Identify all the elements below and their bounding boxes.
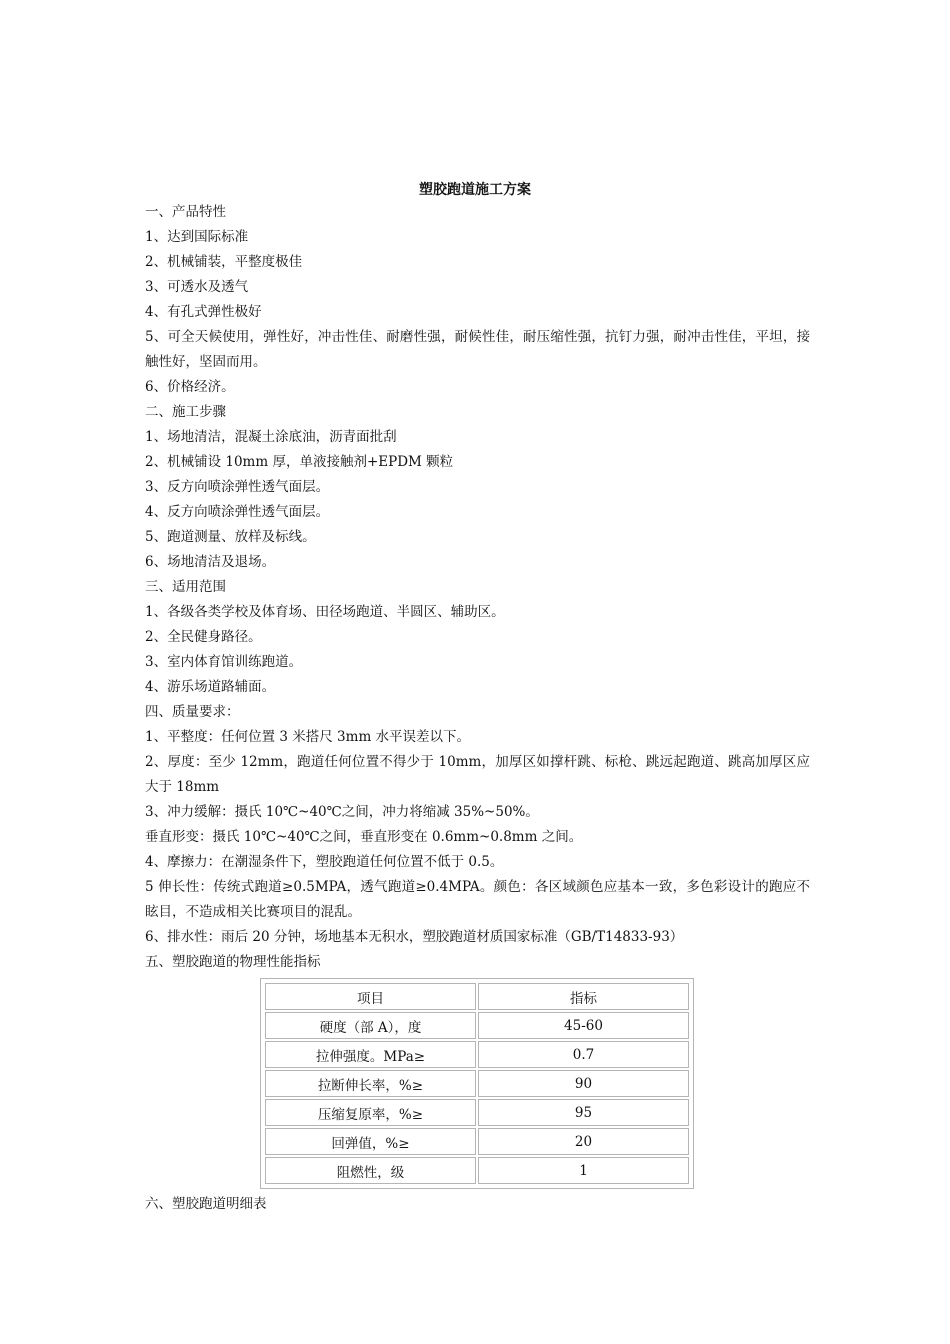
- table-row: [265, 1012, 689, 1039]
- feature-item: 4、有孔式弹性极好: [145, 304, 262, 320]
- table-row: [265, 1157, 689, 1184]
- table-cell: 1: [478, 1157, 689, 1184]
- table-cell: 95: [478, 1099, 689, 1126]
- section-heading-details: 六、塑胶跑道明细表: [145, 1196, 267, 1212]
- table-cell: 拉断伸长率，%≥: [265, 1070, 476, 1097]
- step-item: 2、机械铺设 10mm 厚，单液接触剂+EPDM 颗粒: [145, 454, 454, 470]
- scope-item: 3、室内体育馆训练跑道。: [145, 654, 303, 670]
- feature-item: 2、机械铺装，平整度极佳: [145, 254, 303, 270]
- quality-item: 垂直形变：摄氏 10℃~40℃之间，垂直形变在 0.6mm~0.8mm 之间。: [145, 829, 583, 845]
- quality-item: 4、摩擦力：在潮湿条件下，塑胶跑道任何位置不低于 0.5。: [145, 854, 504, 870]
- table-row: [265, 1041, 689, 1068]
- feature-item: 1、达到国际标准: [145, 229, 249, 245]
- step-item: 3、反方向喷涂弹性透气面层。: [145, 479, 330, 495]
- table-header-row: [265, 983, 689, 1010]
- table-cell: 拉伸强度。MPa≥: [265, 1041, 476, 1068]
- feature-item: 5、可全天候使用，弹性好，冲击性佳、耐磨性强，耐候性佳，耐压缩性强，抗钉力强，耐冲击性佳，平坦，接触性好，坚固而用。: [145, 329, 810, 370]
- step-item: 6、场地清洁及退场。: [145, 554, 276, 570]
- table-row: [265, 1099, 689, 1126]
- table-cell: 45-60: [478, 1012, 689, 1039]
- scope-item: 1、各级各类学校及体育场、田径场跑道、半圆区、辅助区。: [145, 604, 505, 620]
- quality-item: 2、厚度：至少 12mm，跑道任何位置不得少于 10mm，加厚区如撑杆跳、标枪、跳远起跑道、跳高加厚区应大于 18mm: [145, 754, 810, 795]
- table-row: [265, 1128, 689, 1155]
- step-item: 1、场地清洁，混凝土涂底油，沥青面批刮: [145, 429, 397, 445]
- scope-item: 4、游乐场道路辅面。: [145, 679, 276, 695]
- section-heading-features: 一、产品特性: [145, 204, 226, 220]
- feature-item: 3、可透水及透气: [145, 279, 249, 295]
- table-cell: 0.7: [478, 1041, 689, 1068]
- quality-item: 1、平整度：任何位置 3 米搭尺 3mm 水平误差以下。: [145, 729, 471, 745]
- properties-table: [263, 981, 691, 1186]
- step-item: 5、跑道测量、放样及标线。: [145, 529, 316, 545]
- table-cell: 90: [478, 1070, 689, 1097]
- quality-item: 5 伸长性：传统式跑道≥0.5MPA，透气跑道≥0.4MPA。颜色：各区域颜色应基本一致，多色彩设计的跑应不眩目，不造成相关比赛项目的混乱。: [145, 879, 810, 920]
- section-heading-quality: 四、质量要求：: [145, 704, 240, 720]
- step-item: 4、反方向喷涂弹性透气面层。: [145, 504, 330, 520]
- quality-item: 6、排水性：雨后 20 分钟，场地基本无积水，塑胶跑道材质国家标准（GB/T14833-93）: [145, 929, 684, 945]
- table-cell: 回弹值，%≥: [265, 1128, 476, 1155]
- section-heading-properties: 五、塑胶跑道的物理性能指标: [145, 954, 321, 970]
- table-header-cell: 项目: [265, 983, 476, 1010]
- section-heading-steps: 二、施工步骤: [145, 404, 226, 420]
- table-cell: 硬度（部 A），度: [265, 1012, 476, 1039]
- table-header-cell: 指标: [478, 983, 689, 1010]
- table-cell: 压缩复原率，%≥: [265, 1099, 476, 1126]
- scope-item: 2、全民健身路径。: [145, 629, 262, 645]
- document-title: 塑胶跑道施工方案: [419, 182, 531, 198]
- section-heading-scope: 三、适用范围: [145, 579, 226, 595]
- document-body: [145, 200, 810, 1217]
- table-cell: 阻燃性，级: [265, 1157, 476, 1184]
- quality-item: 3、冲力缓解：摄氏 10℃~40℃之间，冲力将缩减 35%~50%。: [145, 804, 539, 820]
- table-row: [265, 1070, 689, 1097]
- properties-table-frame: [260, 978, 694, 1189]
- feature-item: 6、价格经济。: [145, 379, 235, 395]
- table-cell: 20: [478, 1128, 689, 1155]
